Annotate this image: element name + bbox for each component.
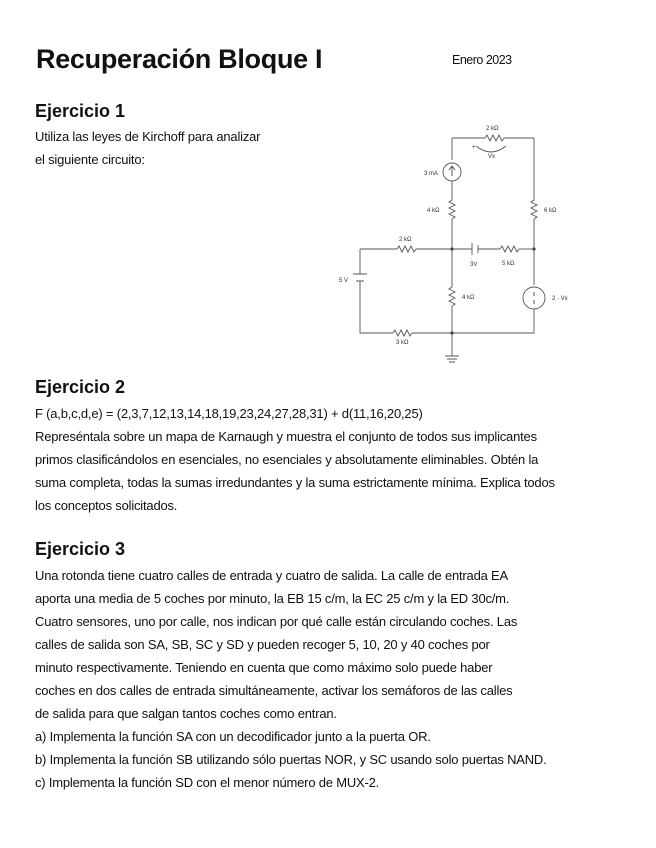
exercise-1-line: el siguiente circuito: bbox=[35, 152, 145, 167]
voltage-source-mid bbox=[472, 243, 478, 255]
exercise-3-item-c: c) Implementa la función SD con el menor número de MUX-2. bbox=[35, 775, 380, 790]
label-vx: Vx bbox=[488, 154, 496, 160]
exercise-2-line: primos clasificándolos en esenciales, no esenciales y absolutamente eliminables. Obtén la bbox=[35, 452, 539, 467]
label-r-left-upper: 4 kΩ bbox=[427, 208, 440, 214]
label-r-mid-left: 2 kΩ bbox=[399, 237, 412, 243]
label-r-bottom: 3 kΩ bbox=[396, 340, 409, 346]
resistor-left-upper bbox=[449, 200, 455, 219]
exercise-2-text bbox=[35, 402, 555, 517]
exercise-3-item-a: a) Implementa la función SA con un decodificador junto a la puerta OR. bbox=[35, 729, 431, 744]
exercise-3-heading: Ejercicio 3 bbox=[35, 539, 126, 559]
exercise-2-heading: Ejercicio 2 bbox=[35, 377, 126, 397]
resistor-center bbox=[449, 287, 455, 306]
exercise-3-line: de salida para que salgan tantos coches como entran. bbox=[35, 706, 337, 721]
exercise-3-line: calles de salida son SA, SB, SC y SD y pueden recoger 5, 10, 20 y 40 coches por bbox=[35, 637, 490, 652]
exercise-2-line: los conceptos solicitados. bbox=[35, 498, 178, 513]
label-dep-src: 2 · Vx bbox=[552, 296, 568, 302]
exercise-3-item-b: b) Implementa la función SB utilizando sólo puertas NOR, y SC usando solo puertas NAND. bbox=[35, 752, 547, 767]
exercise-3-text bbox=[35, 564, 547, 794]
resistor-mid-left bbox=[397, 246, 416, 252]
exercise-2-formula: F (a,b,c,d,e) = (2,3,7,12,13,14,18,19,23,24,27,28,31) + d(11,16,20,25) bbox=[35, 406, 423, 421]
date-label: Enero 2023 bbox=[452, 53, 512, 67]
resistor-mid-right bbox=[500, 246, 519, 252]
label-r-center: 4 kΩ bbox=[462, 295, 475, 301]
exercise-1-heading: Ejercicio 1 bbox=[35, 101, 126, 121]
resistor-top bbox=[485, 135, 504, 141]
exercise-2-line: suma completa, todas la sumas irredundantes y la suma estrictamente mínima. Explica todos bbox=[35, 475, 555, 490]
dependent-source bbox=[523, 287, 545, 309]
resistor-right bbox=[531, 200, 537, 219]
label-i-src: 3 mA bbox=[424, 171, 439, 177]
page-title: Recuperación Bloque I bbox=[36, 44, 323, 74]
label-r-mid-right: 5 kΩ bbox=[502, 261, 515, 267]
battery-5v bbox=[353, 274, 367, 281]
label-r-right: 6 kΩ bbox=[544, 208, 557, 214]
label-v-mid: 3V bbox=[470, 262, 478, 268]
label-r-top: 2 kΩ bbox=[486, 126, 499, 132]
ground-symbol bbox=[445, 356, 459, 362]
label-plus: + bbox=[472, 145, 476, 151]
exercise-2-line: Represéntala sobre un mapa de Karnaugh y muestra el conjunto de todos sus implicantes bbox=[35, 429, 537, 444]
label-v-src: 5 V bbox=[339, 278, 349, 284]
exercise-1-line: Utiliza las leyes de Kirchoff para analizar bbox=[35, 129, 261, 144]
resistor-bottom bbox=[393, 330, 412, 336]
exercise-3-line: minuto respectivamente. Teniendo en cuenta que como máximo solo puede haber bbox=[35, 660, 493, 675]
exercise-3-line: Cuatro sensores, uno por calle, nos indican por qué calle están circulando coches. Las bbox=[35, 614, 518, 629]
exercise-3-line: Una rotonda tiene cuatro calles de entrada y cuatro de salida. La calle de entrada EA bbox=[35, 568, 508, 583]
exercise-3-line: coches en dos calles de entrada simultáneamente, activar los semáforos de las calles bbox=[35, 683, 513, 698]
exercise-3-line: aporta una media de 5 coches por minuto, la EB 15 c/m, la EC 25 c/m y la ED 30c/m. bbox=[35, 591, 510, 606]
